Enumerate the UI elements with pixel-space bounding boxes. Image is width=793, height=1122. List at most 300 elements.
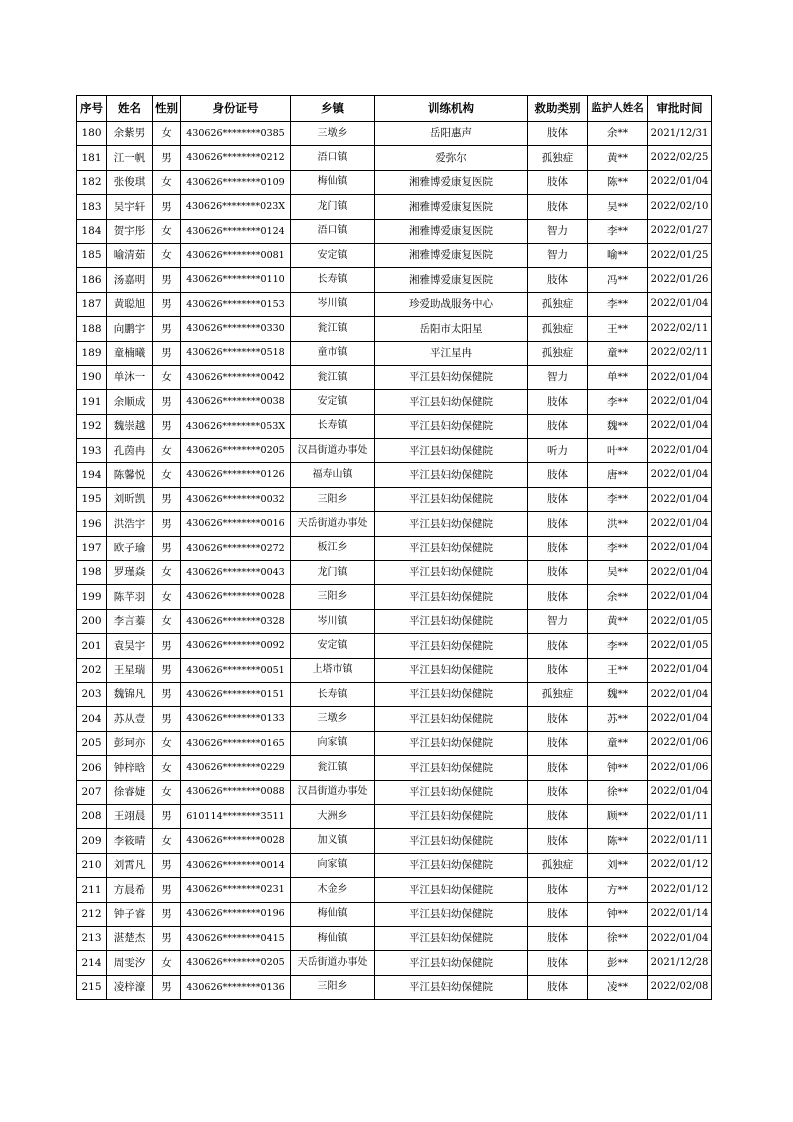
- cell-town: 瓮江镇: [291, 756, 375, 780]
- cell-date: 2022/01/11: [648, 829, 712, 853]
- cell-category: 肢体: [528, 926, 588, 950]
- cell-id: 430626********0231: [181, 878, 291, 902]
- cell-gender: 男: [153, 146, 181, 170]
- cell-category: 肢体: [528, 658, 588, 682]
- cell-date: 2022/01/06: [648, 731, 712, 755]
- cell-id: 430626********0272: [181, 536, 291, 560]
- cell-date: 2022/01/26: [648, 268, 712, 292]
- cell-date: 2022/01/04: [648, 780, 712, 804]
- cell-guardian: 顾**: [588, 804, 648, 828]
- cell-category: 肢体: [528, 902, 588, 926]
- cell-name: 余顺成: [107, 390, 153, 414]
- cell-no: 206: [77, 756, 107, 780]
- cell-institution: 平江县妇幼保健院: [375, 975, 528, 999]
- cell-town: 加义镇: [291, 829, 375, 853]
- cell-gender: 女: [153, 585, 181, 609]
- cell-date: 2022/01/04: [648, 536, 712, 560]
- cell-name: 魏崇越: [107, 414, 153, 438]
- cell-guardian: 苏**: [588, 707, 648, 731]
- cell-institution: 平江县妇幼保健院: [375, 878, 528, 902]
- cell-name: 袁昊宇: [107, 634, 153, 658]
- cell-no: 208: [77, 804, 107, 828]
- cell-no: 190: [77, 365, 107, 389]
- cell-no: 180: [77, 122, 107, 146]
- cell-no: 207: [77, 780, 107, 804]
- cell-id: 430626********0014: [181, 853, 291, 877]
- cell-name: 喻清茹: [107, 243, 153, 267]
- cell-category: 肢体: [528, 975, 588, 999]
- cell-no: 215: [77, 975, 107, 999]
- cell-date: 2022/01/11: [648, 804, 712, 828]
- cell-no: 201: [77, 634, 107, 658]
- cell-date: 2022/01/27: [648, 219, 712, 243]
- cell-gender: 男: [153, 487, 181, 511]
- cell-no: 189: [77, 341, 107, 365]
- cell-category: 肢体: [528, 170, 588, 194]
- cell-id: 430626********0165: [181, 731, 291, 755]
- cell-no: 202: [77, 658, 107, 682]
- cell-town: 浯口镇: [291, 146, 375, 170]
- cell-id: 430626********0028: [181, 585, 291, 609]
- cell-institution: 平江县妇幼保健院: [375, 756, 528, 780]
- cell-guardian: 王**: [588, 658, 648, 682]
- cell-name: 王翊晨: [107, 804, 153, 828]
- cell-gender: 男: [153, 902, 181, 926]
- cell-institution: 平江县妇幼保健院: [375, 829, 528, 853]
- cell-date: 2022/01/04: [648, 414, 712, 438]
- cell-id: 430626********0151: [181, 682, 291, 706]
- cell-id: 430626********0088: [181, 780, 291, 804]
- cell-institution: 平江县妇幼保健院: [375, 658, 528, 682]
- table-row: [77, 317, 712, 341]
- cell-guardian: 刘**: [588, 853, 648, 877]
- cell-town: 木金乡: [291, 878, 375, 902]
- cell-name: 欧子瑜: [107, 536, 153, 560]
- cell-id: 430626********0136: [181, 975, 291, 999]
- cell-institution: 湘雅博爱康复医院: [375, 243, 528, 267]
- table-row: [77, 756, 712, 780]
- cell-date: 2021/12/28: [648, 951, 712, 975]
- cell-category: 肢体: [528, 390, 588, 414]
- cell-town: 三墩乡: [291, 707, 375, 731]
- cell-gender: 女: [153, 463, 181, 487]
- cell-name: 洪浩宇: [107, 512, 153, 536]
- cell-gender: 男: [153, 195, 181, 219]
- cell-institution: 平江县妇幼保健院: [375, 731, 528, 755]
- cell-name: 吴宇轩: [107, 195, 153, 219]
- cell-gender: 女: [153, 243, 181, 267]
- cell-no: 184: [77, 219, 107, 243]
- cell-name: 单沐一: [107, 365, 153, 389]
- cell-category: 孤独症: [528, 682, 588, 706]
- cell-name: 徐睿婕: [107, 780, 153, 804]
- cell-id: 430626********0124: [181, 219, 291, 243]
- cell-id: 430626********0042: [181, 365, 291, 389]
- cell-guardian: 魏**: [588, 682, 648, 706]
- cell-date: 2022/01/04: [648, 439, 712, 463]
- cell-guardian: 李**: [588, 390, 648, 414]
- cell-category: 肢体: [528, 414, 588, 438]
- cell-id: 430626********0205: [181, 439, 291, 463]
- cell-institution: 平江县妇幼保健院: [375, 487, 528, 511]
- cell-date: 2022/01/04: [648, 170, 712, 194]
- table-row: [77, 853, 712, 877]
- cell-id: 430626********0196: [181, 902, 291, 926]
- table-row: [77, 390, 712, 414]
- cell-id: 430626********023X: [181, 195, 291, 219]
- cell-no: 211: [77, 878, 107, 902]
- cell-id: 430626********0038: [181, 390, 291, 414]
- cell-institution: 平江星冉: [375, 341, 528, 365]
- cell-no: 182: [77, 170, 107, 194]
- cell-name: 向鹏宇: [107, 317, 153, 341]
- cell-guardian: 吴**: [588, 195, 648, 219]
- cell-town: 岑川镇: [291, 609, 375, 633]
- cell-category: 孤独症: [528, 317, 588, 341]
- cell-category: 肢体: [528, 878, 588, 902]
- cell-gender: 男: [153, 341, 181, 365]
- cell-category: 肢体: [528, 512, 588, 536]
- cell-guardian: 洪**: [588, 512, 648, 536]
- table-row: [77, 195, 712, 219]
- cell-town: 安定镇: [291, 243, 375, 267]
- cell-gender: 男: [153, 975, 181, 999]
- cell-date: 2022/02/10: [648, 195, 712, 219]
- cell-id: 430626********0229: [181, 756, 291, 780]
- cell-name: 周雯汐: [107, 951, 153, 975]
- table-row: [77, 975, 712, 999]
- cell-town: 三阳乡: [291, 585, 375, 609]
- cell-town: 梅仙镇: [291, 902, 375, 926]
- table-row: [77, 609, 712, 633]
- cell-id: 430626********0126: [181, 463, 291, 487]
- table-row: [77, 585, 712, 609]
- cell-no: 181: [77, 146, 107, 170]
- table-row: [77, 243, 712, 267]
- cell-town: 童市镇: [291, 341, 375, 365]
- cell-gender: 男: [153, 658, 181, 682]
- cell-town: 浯口镇: [291, 219, 375, 243]
- cell-no: 191: [77, 390, 107, 414]
- cell-no: 185: [77, 243, 107, 267]
- cell-gender: 男: [153, 536, 181, 560]
- cell-date: 2022/01/04: [648, 658, 712, 682]
- header-id: 身份证号: [181, 96, 291, 122]
- cell-date: 2022/01/04: [648, 487, 712, 511]
- cell-id: 430626********0330: [181, 317, 291, 341]
- cell-gender: 女: [153, 609, 181, 633]
- cell-gender: 女: [153, 951, 181, 975]
- cell-category: 肢体: [528, 463, 588, 487]
- cell-town: 向家镇: [291, 731, 375, 755]
- table-row: [77, 951, 712, 975]
- cell-town: 汉昌街道办事处: [291, 439, 375, 463]
- cell-no: 196: [77, 512, 107, 536]
- cell-category: 智力: [528, 243, 588, 267]
- table-row: [77, 707, 712, 731]
- cell-guardian: 徐**: [588, 780, 648, 804]
- cell-name: 童楠曦: [107, 341, 153, 365]
- cell-institution: 平江县妇幼保健院: [375, 780, 528, 804]
- cell-institution: 平江县妇幼保健院: [375, 463, 528, 487]
- cell-guardian: 李**: [588, 487, 648, 511]
- cell-guardian: 单**: [588, 365, 648, 389]
- cell-category: 肢体: [528, 829, 588, 853]
- cell-guardian: 钟**: [588, 902, 648, 926]
- rehab-roster-table: [76, 95, 712, 1000]
- cell-category: 肢体: [528, 634, 588, 658]
- cell-guardian: 方**: [588, 878, 648, 902]
- cell-gender: 女: [153, 365, 181, 389]
- cell-category: 肢体: [528, 731, 588, 755]
- cell-id: 430626********0081: [181, 243, 291, 267]
- cell-date: 2022/01/06: [648, 756, 712, 780]
- cell-guardian: 童**: [588, 731, 648, 755]
- table-row: [77, 902, 712, 926]
- cell-gender: 女: [153, 829, 181, 853]
- cell-institution: 平江县妇幼保健院: [375, 414, 528, 438]
- cell-no: 199: [77, 585, 107, 609]
- cell-guardian: 彭**: [588, 951, 648, 975]
- cell-id: 430626********0385: [181, 122, 291, 146]
- cell-no: 214: [77, 951, 107, 975]
- cell-no: 197: [77, 536, 107, 560]
- cell-gender: 男: [153, 512, 181, 536]
- cell-name: 孔茵冉: [107, 439, 153, 463]
- cell-town: 上塔市镇: [291, 658, 375, 682]
- cell-institution: 平江县妇幼保健院: [375, 634, 528, 658]
- cell-id: 610114********3511: [181, 804, 291, 828]
- cell-no: 198: [77, 561, 107, 585]
- cell-date: 2022/01/04: [648, 463, 712, 487]
- cell-institution: 湘雅博爱康复医院: [375, 268, 528, 292]
- cell-date: 2021/12/31: [648, 122, 712, 146]
- cell-name: 汤嘉明: [107, 268, 153, 292]
- cell-name: 魏锦凡: [107, 682, 153, 706]
- cell-no: 194: [77, 463, 107, 487]
- table-row: [77, 878, 712, 902]
- cell-gender: 男: [153, 682, 181, 706]
- cell-date: 2022/01/04: [648, 365, 712, 389]
- cell-name: 彭珂亦: [107, 731, 153, 755]
- cell-name: 湛楚杰: [107, 926, 153, 950]
- table-row: [77, 146, 712, 170]
- cell-category: 智力: [528, 219, 588, 243]
- cell-institution: 平江县妇幼保健院: [375, 561, 528, 585]
- cell-town: 梅仙镇: [291, 926, 375, 950]
- header-town: 乡镇: [291, 96, 375, 122]
- cell-name: 张俊琪: [107, 170, 153, 194]
- cell-town: 长寿镇: [291, 682, 375, 706]
- cell-name: 江一帆: [107, 146, 153, 170]
- cell-town: 梅仙镇: [291, 170, 375, 194]
- cell-category: 肢体: [528, 951, 588, 975]
- table-header-row: [77, 96, 712, 122]
- cell-date: 2022/01/12: [648, 853, 712, 877]
- header-name: 姓名: [107, 96, 153, 122]
- cell-guardian: 余**: [588, 585, 648, 609]
- cell-id: 430626********0205: [181, 951, 291, 975]
- cell-guardian: 童**: [588, 341, 648, 365]
- cell-category: 孤独症: [528, 341, 588, 365]
- cell-name: 陈芊羽: [107, 585, 153, 609]
- cell-name: 钟梓晗: [107, 756, 153, 780]
- cell-institution: 平江县妇幼保健院: [375, 536, 528, 560]
- cell-id: 430626********0028: [181, 829, 291, 853]
- cell-guardian: 凌**: [588, 975, 648, 999]
- cell-gender: 男: [153, 804, 181, 828]
- cell-town: 岑川镇: [291, 292, 375, 316]
- cell-category: 肢体: [528, 268, 588, 292]
- cell-gender: 男: [153, 926, 181, 950]
- cell-id: 430626********0109: [181, 170, 291, 194]
- cell-gender: 男: [153, 853, 181, 877]
- cell-town: 龙门镇: [291, 195, 375, 219]
- cell-gender: 女: [153, 780, 181, 804]
- cell-date: 2022/01/04: [648, 390, 712, 414]
- cell-gender: 女: [153, 731, 181, 755]
- cell-id: 430626********0518: [181, 341, 291, 365]
- cell-name: 李言蓁: [107, 609, 153, 633]
- cell-institution: 湘雅博爱康复医院: [375, 170, 528, 194]
- cell-category: 肢体: [528, 756, 588, 780]
- cell-id: 430626********0092: [181, 634, 291, 658]
- cell-town: 天岳街道办事处: [291, 512, 375, 536]
- cell-guardian: 徐**: [588, 926, 648, 950]
- cell-category: 孤独症: [528, 853, 588, 877]
- cell-date: 2022/01/04: [648, 682, 712, 706]
- cell-guardian: 黄**: [588, 146, 648, 170]
- cell-gender: 女: [153, 756, 181, 780]
- table-row: [77, 268, 712, 292]
- cell-no: 203: [77, 682, 107, 706]
- table-row: [77, 658, 712, 682]
- cell-guardian: 吴**: [588, 561, 648, 585]
- cell-date: 2022/01/04: [648, 292, 712, 316]
- cell-date: 2022/01/05: [648, 609, 712, 633]
- cell-no: 204: [77, 707, 107, 731]
- cell-town: 天岳街道办事处: [291, 951, 375, 975]
- cell-category: 肢体: [528, 195, 588, 219]
- cell-institution: 平江县妇幼保健院: [375, 926, 528, 950]
- cell-town: 三墩乡: [291, 122, 375, 146]
- cell-gender: 女: [153, 219, 181, 243]
- cell-no: 195: [77, 487, 107, 511]
- cell-gender: 男: [153, 317, 181, 341]
- cell-institution: 平江县妇幼保健院: [375, 682, 528, 706]
- cell-name: 黄聪旭: [107, 292, 153, 316]
- cell-category: 肢体: [528, 804, 588, 828]
- cell-guardian: 魏**: [588, 414, 648, 438]
- table-row: [77, 170, 712, 194]
- cell-town: 向家镇: [291, 853, 375, 877]
- cell-category: 肢体: [528, 122, 588, 146]
- cell-guardian: 唐**: [588, 463, 648, 487]
- cell-date: 2022/01/05: [648, 634, 712, 658]
- table-row: [77, 780, 712, 804]
- cell-gender: 男: [153, 390, 181, 414]
- header-institution: 训练机构: [375, 96, 528, 122]
- cell-no: 188: [77, 317, 107, 341]
- cell-town: 安定镇: [291, 390, 375, 414]
- cell-institution: 平江县妇幼保健院: [375, 439, 528, 463]
- cell-guardian: 冯**: [588, 268, 648, 292]
- cell-name: 苏从壹: [107, 707, 153, 731]
- table-row: [77, 463, 712, 487]
- cell-institution: 平江县妇幼保健院: [375, 365, 528, 389]
- cell-institution: 平江县妇幼保健院: [375, 902, 528, 926]
- cell-institution: 平江县妇幼保健院: [375, 390, 528, 414]
- cell-no: 200: [77, 609, 107, 633]
- cell-name: 罗瑾焱: [107, 561, 153, 585]
- table-row: [77, 365, 712, 389]
- cell-id: 430626********0153: [181, 292, 291, 316]
- cell-category: 智力: [528, 365, 588, 389]
- cell-category: 肢体: [528, 536, 588, 560]
- cell-gender: 女: [153, 122, 181, 146]
- cell-institution: 湘雅博爱康复医院: [375, 195, 528, 219]
- cell-name: 陈馨悦: [107, 463, 153, 487]
- cell-category: 肢体: [528, 561, 588, 585]
- cell-institution: 平江县妇幼保健院: [375, 512, 528, 536]
- cell-category: 肢体: [528, 780, 588, 804]
- cell-gender: 男: [153, 414, 181, 438]
- cell-id: 430626********0328: [181, 609, 291, 633]
- cell-name: 刘昕凯: [107, 487, 153, 511]
- cell-id: 430626********053X: [181, 414, 291, 438]
- cell-date: 2022/01/12: [648, 878, 712, 902]
- cell-town: 瓮江镇: [291, 317, 375, 341]
- table-row: [77, 414, 712, 438]
- cell-town: 大洲乡: [291, 804, 375, 828]
- cell-guardian: 王**: [588, 317, 648, 341]
- cell-no: 187: [77, 292, 107, 316]
- table-row: [77, 536, 712, 560]
- cell-institution: 珍爱助战服务中心: [375, 292, 528, 316]
- cell-no: 192: [77, 414, 107, 438]
- cell-name: 方晨希: [107, 878, 153, 902]
- table-row: [77, 512, 712, 536]
- cell-town: 瓮江镇: [291, 365, 375, 389]
- cell-id: 430626********0032: [181, 487, 291, 511]
- header-category: 救助类别: [528, 96, 588, 122]
- cell-no: 210: [77, 853, 107, 877]
- table-row: [77, 829, 712, 853]
- cell-town: 汉昌街道办事处: [291, 780, 375, 804]
- cell-town: 福寿山镇: [291, 463, 375, 487]
- cell-date: 2022/01/04: [648, 561, 712, 585]
- cell-gender: 男: [153, 634, 181, 658]
- table-row: [77, 804, 712, 828]
- table-body: [77, 122, 712, 1000]
- table-row: [77, 341, 712, 365]
- cell-guardian: 喻**: [588, 243, 648, 267]
- table-row: [77, 926, 712, 950]
- cell-date: 2022/01/04: [648, 585, 712, 609]
- cell-institution: 平江县妇幼保健院: [375, 853, 528, 877]
- cell-institution: 岳阳市太阳星: [375, 317, 528, 341]
- header-gender: 性别: [153, 96, 181, 122]
- cell-guardian: 黄**: [588, 609, 648, 633]
- cell-gender: 男: [153, 878, 181, 902]
- cell-id: 430626********0016: [181, 512, 291, 536]
- cell-no: 213: [77, 926, 107, 950]
- cell-institution: 爱弥尔: [375, 146, 528, 170]
- cell-date: 2022/01/04: [648, 512, 712, 536]
- cell-gender: 男: [153, 268, 181, 292]
- table-row: [77, 561, 712, 585]
- cell-town: 三阳乡: [291, 487, 375, 511]
